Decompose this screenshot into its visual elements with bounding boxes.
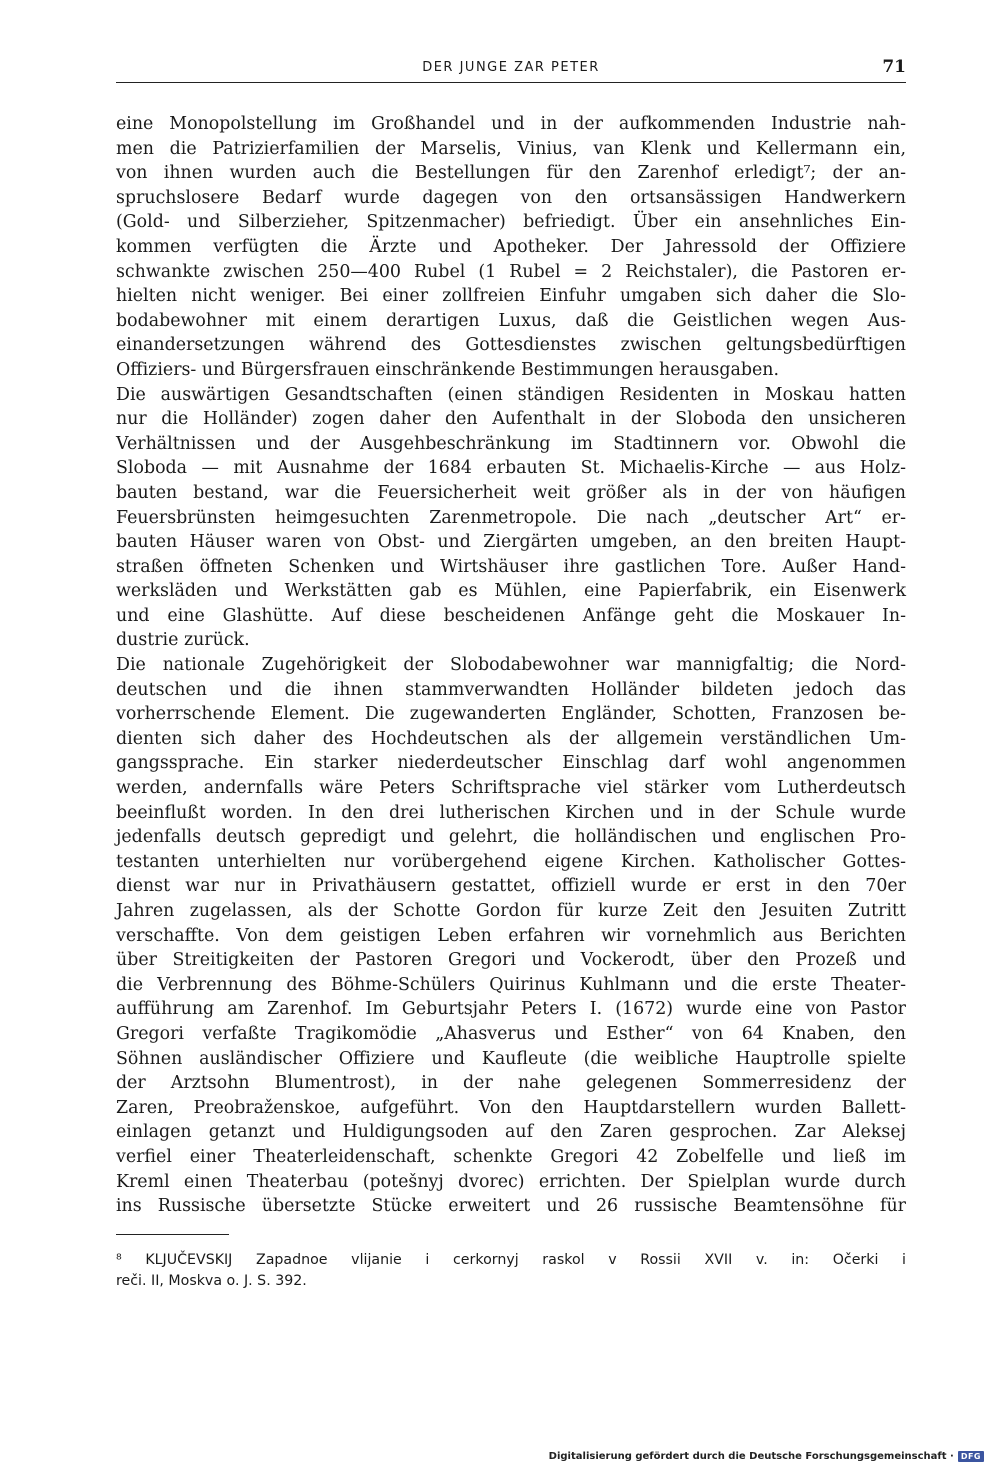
text-line: über Streitigkeiten der Pastoren Gregori und Vockerodt, über den Prozeß und	[116, 950, 906, 971]
digitization-credit	[549, 1451, 984, 1462]
text-line: eine Monopolstellung im Großhandel und in der aufkommenden Industrie nah-	[116, 114, 906, 134]
dfg-logo: DFG	[958, 1451, 984, 1462]
text-line: bauten Häuser waren von Obst- und Ziergärten umgeben, an den breiten Haupt-	[116, 532, 906, 553]
text-line: jedenfalls deutsch gepredigt und gelehrt, die holländischen und englischen Pro-	[116, 827, 906, 848]
text-line: verfiel einer Theaterleidenschaft, schenkte Gregori 42 Zobelfelle und ließ im	[116, 1146, 906, 1167]
page-header	[116, 57, 906, 84]
text-line: testanten unterhielten nur vorübergehend eigene Kirchen. Katholischer Gottes-	[116, 851, 906, 872]
body-text	[116, 112, 906, 1219]
credit-text: Digitalisierung gefördert durch die Deutsche Forschungsgemeinschaft ·	[548, 1451, 954, 1462]
text-line: dustrie zurück.	[116, 630, 250, 651]
text-line: von ihnen wurden auch die Bestellungen für den Zarenhof erledigt⁷; der an-	[116, 163, 906, 184]
text-line: und eine Glashütte. Auf diese bescheidenen Anfänge geht die Moskauer In-	[116, 605, 906, 626]
text-line: vorherrschende Element. Die zugewanderten Engländer, Schotten, Franzosen be-	[116, 704, 906, 725]
text-line: dienten sich daher des Hochdeutschen als der allgemein verständlichen Um-	[116, 728, 906, 749]
text-line: nur die Holländer) zogen daher den Aufenthalt in der Sloboda den unsicheren	[116, 409, 906, 430]
text-line: aufführung am Zarenhof. Im Geburtsjahr Peters I. (1672) wurde eine von Pastor	[116, 999, 906, 1020]
text-line: einandersetzungen während des Gottesdienstes zwischen geltungsbedürftigen	[116, 335, 906, 356]
text-line: werksläden und Werkstätten gab es Mühlen, eine Papierfabrik, ein Eisenwerk	[116, 581, 906, 602]
text-line: Kreml einen Theaterbau (potešnyj dvorec) errichten. Der Spielplan wurde durch	[116, 1171, 906, 1192]
text-line: Offiziers- und Bürgersfrauen einschränkende Bestimmungen herausgaben.	[116, 359, 780, 380]
text-line: die Verbrennung des Böhme-Schülers Quirinus Kuhlmann und die erste Theater-	[116, 974, 906, 995]
page-number: 71	[882, 57, 906, 77]
text-line: Verhältnissen und der Ausgehbeschränkung im Stadtinnern vor. Obwohl die	[116, 433, 906, 454]
text-line: Söhnen ausländischer Offiziere und Kaufleute (die weibliche Hauptrolle spielte	[116, 1048, 906, 1069]
text-line: Die auswärtigen Gesandtschaften (einen ständigen Residenten in Moskau hatten	[116, 384, 906, 405]
text-line: schwankte zwischen 250—400 Rubel (1 Rubel = 2 Reichstaler), die Pastoren er-	[116, 261, 906, 282]
text-line: kommen verfügten die Ärzte und Apotheker. Der Jahressold der Offiziere	[116, 236, 906, 257]
text-line: hielten nicht weniger. Bei einer zollfreien Einfuhr umgaben sich daher die Slo-	[116, 286, 906, 307]
text-line: bodabewohner mit einem derartigen Luxus, daß die Geistlichen wegen Aus-	[116, 310, 906, 331]
footnote-line: reči. II, Moskva o. J. S. 392.	[116, 1273, 307, 1289]
footnote-line: ⁸ KLJUČEVSKIJ Zapadnoe vlijanie i cerkornyj raskol v Rossii XVII v. in: Očerki i	[116, 1252, 906, 1268]
text-line: Gregori verfaßte Tragikomödie „Ahasverus und Esther“ von 64 Knaben, den	[116, 1023, 906, 1044]
text-line: straßen öffneten Schenken und Wirtshäuser ihre gastlichen Tore. Außer Hand-	[116, 556, 906, 577]
text-line: werden, andernfalls wäre Peters Schriftsprache viel stärker vom Lutherdeutsch	[116, 778, 906, 799]
text-line: der Arztsohn Blumentrost), in der nahe gelegenen Sommerresidenz der	[116, 1073, 906, 1094]
text-line: verschaffte. Von dem geistigen Leben erfahren wir vornehmlich aus Berichten	[116, 925, 906, 946]
footnote	[116, 1250, 906, 1292]
footnote-rule	[116, 1234, 229, 1235]
text-line: deutschen und die ihnen stammverwandten Holländer bildeten jedoch das	[116, 679, 906, 700]
text-line: bauten bestand, war die Feuersicherheit weit größer als in der von häufigen	[116, 482, 906, 503]
text-line: Sloboda — mit Ausnahme der 1684 erbauten St. Michaelis-Kirche — aus Holz-	[116, 458, 906, 479]
text-line: Feuersbrünsten heimgesuchten Zarenmetropole. Die nach „deutscher Art“ er-	[116, 507, 906, 528]
text-line: beeinflußt worden. In den drei lutherischen Kirchen und in der Schule wurde	[116, 802, 906, 823]
text-line: (Gold- und Silberzieher, Spitzenmacher) befriedigt. Über ein ansehnliches Ein-	[116, 212, 906, 233]
text-line: dienst war nur in Privathäusern gestattet, offiziell wurde er erst in den 70er	[116, 876, 906, 897]
running-head: DER JUNGE ZAR PETER	[422, 60, 600, 75]
text-line: gangssprache. Ein starker niederdeutscher Einschlag darf wohl angenommen	[116, 753, 906, 774]
text-line: Jahren zugelassen, als der Schotte Gordon für kurze Zeit den Jesuiten Zutritt	[116, 901, 906, 921]
header-rule	[116, 82, 906, 83]
text-line: Die nationale Zugehörigkeit der Slobodabewohner war mannigfaltig; die Nord-	[116, 655, 906, 676]
text-line: Zaren, Preobraženskoe, aufgeführt. Von den Hauptdarstellern wurden Ballett-	[116, 1097, 906, 1118]
text-line: men die Patrizierfamilien der Marselis, Vinius, van Klenk und Kellermann ein,	[116, 138, 906, 159]
text-line: ins Russische übersetzte Stücke erweitert und 26 russische Beamtensöhne für	[116, 1196, 906, 1217]
text-line: einlagen getanzt und Huldigungsoden auf den Zaren gesprochen. Zar Aleksej	[116, 1122, 906, 1143]
text-line: spruchslosere Bedarf wurde dagegen von den ortsansässigen Handwerkern	[116, 187, 906, 208]
